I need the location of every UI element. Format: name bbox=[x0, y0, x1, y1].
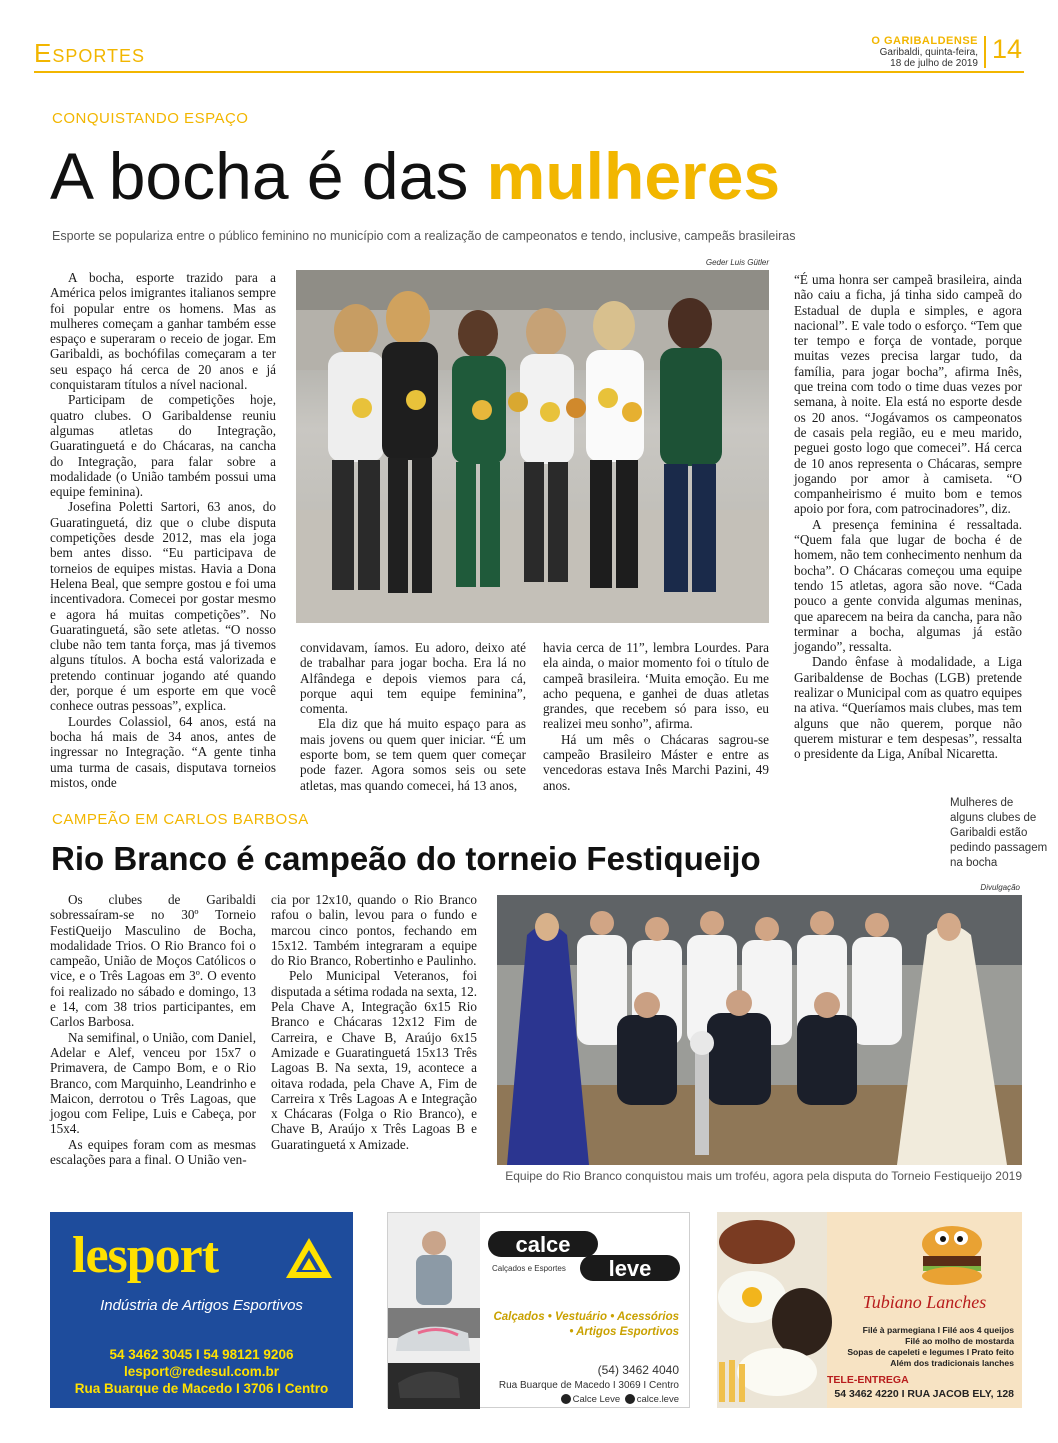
tubiano-brand-name: Tubiano Lanches bbox=[862, 1292, 987, 1312]
page-number-divider bbox=[984, 36, 986, 68]
lesport-phones: 54 3462 3045 I 54 98121 9206 bbox=[109, 1347, 294, 1362]
photo1-caption: Mulheres de alguns clubes de Garibaldi estão pedindo passagem na bocha bbox=[944, 792, 1056, 875]
article2-column-1 bbox=[50, 892, 256, 1167]
paragraph: havia cerca de 11”, lembra Lourdes. Para ela ainda, o maior momento foi o título de campeã brasileira. ‘Muita emoção. Eu me acho pequena, e ganhei de duas atletas grandes, que recebem só para isso, eu realizei meu sonho”, afirma. bbox=[543, 640, 769, 732]
tubiano-food-photo bbox=[717, 1212, 827, 1408]
paragraph: Na semifinal, o União, com Daniel, Adelar e Alef, venceu por 15x7 o Primavera, de Campo Bom, e o Rio Branco, com Marquinho, Leandrinho e Maicon, derrotou o Três Lagoas, que jogou com Felipe, Luis e Cabeça, por 15x4. bbox=[50, 1029, 256, 1137]
header-rule bbox=[34, 71, 1024, 73]
article2-kicker: CAMPEÃO EM CARLOS BARBOSA bbox=[52, 811, 309, 828]
tubiano-contact: 54 3462 4220 I RUA JACOB ELY, 128 bbox=[834, 1388, 1014, 1400]
calce-leve-social bbox=[559, 1394, 679, 1405]
tubiano-menu-line: Além dos tradicionais lanches bbox=[890, 1358, 1014, 1368]
lesport-logo-text: lesport bbox=[72, 1227, 219, 1284]
instagram-handle: calce.leve bbox=[636, 1394, 679, 1405]
section-title: Esportes bbox=[34, 38, 146, 68]
tubiano-menu-line: Filé à parmegiana I Filé aos 4 queijos bbox=[862, 1325, 1014, 1335]
lesport-tagline: Indústria de Artigos Esportivos bbox=[100, 1297, 303, 1314]
paragraph: convidavam, íamos. Eu adoro, deixo até de trabalhar para jogar bocha. Era lá no Alfândega e depois viemos para cá, porque aqui tem equipe feminina”, comenta. bbox=[300, 640, 526, 717]
calce-leve-services-line1: Calçados • Vestuário • Acessórios bbox=[493, 1311, 679, 1323]
paragraph: Há um mês o Chácaras sagrou-se campeão Brasileiro Máster e entre as vencedoras estava Inês Marchi Pazini, 49 anos. bbox=[543, 731, 769, 793]
headline-highlight-word: mulheres bbox=[486, 139, 781, 213]
paragraph: cia por 12x10, quando o Rio Branco rafou o balin, levou para o fundo e marcou cinco pontos, fechando em 15x12. Também integraram a equipe do Rio Branco, Robertinho e Paulinho. bbox=[271, 892, 477, 969]
instagram-icon bbox=[625, 1394, 635, 1404]
paragraph: Pelo Municipal Veteranos, foi disputada a sétima rodada na sexta, 12. Pela Chave A, Integração 6x15 Rio Branco e Chácaras 12x12 Fim de Carreira, e Chave B, Araújo 6x15 Amizade e Guaratinguetá 15x13 Três Lagoas B. Na sexta, 19, acontece a oitava rodada, pela Chave A, Fim de Carreira x Três Lagoas A e Integração x Chácaras (Folga o Rio Branco), e Chave B, Araújo x Três Lagoas B e Guaratinguetá x Amizade. bbox=[271, 968, 477, 1152]
facebook-icon bbox=[561, 1394, 571, 1404]
calce-leve-phone: (54) 3462 4040 bbox=[597, 1363, 679, 1377]
photo2-caption: Equipe do Rio Branco conquistou mais um troféu, agora pela disputa do Torneio Festiqueijo 2019 bbox=[505, 1169, 1022, 1183]
calce-leve-product-photo bbox=[388, 1213, 480, 1409]
tubiano-menu-line: Sopas de capeleti e legumes I Prato feito bbox=[847, 1347, 1014, 1357]
photo1-illustration bbox=[296, 270, 769, 623]
article2-column-2 bbox=[271, 892, 477, 1152]
article1-kicker: CONQUISTANDO ESPAÇO bbox=[52, 110, 249, 127]
calce-leve-address: Rua Buarque de Macedo I 3069 I Centro bbox=[498, 1380, 679, 1391]
calce-logo-word: calce bbox=[515, 1232, 571, 1257]
article1-headline bbox=[50, 136, 780, 216]
page-number: 14 bbox=[991, 34, 1022, 64]
rio-branco-team-photo bbox=[497, 895, 1022, 1165]
paragraph: Dando ênfase à modalidade, a Liga Garibaldense de Bochas (LGB) pretende realizar o Municipal com as quatro equipes na ativa. “Queríamos mais clubes, mas tem alguns que não querem, porque não querem misturar e tem despesas”, ressalta o presidente da Liga, Aníbal Nicaretta. bbox=[794, 654, 1022, 762]
tubiano-delivery-label: TELE-ENTREGA bbox=[827, 1374, 909, 1386]
leve-logo-word: leve bbox=[608, 1256, 652, 1281]
article1-deck: Esporte se populariza entre o público feminino no município com a realização de campeonatos e tendo, inclusive, campeãs brasileiras bbox=[52, 229, 796, 243]
paragraph: Participam de competições hoje, quatro clubes. O Garibaldense reuniu algumas atletas do Integração, Guaratinguetá e do Chácaras, na cancha do Integração, para falar sobre a modalidade (o União também possui uma equipe feminina). bbox=[50, 392, 276, 500]
facebook-handle: Calce Leve bbox=[572, 1394, 621, 1405]
calce-leve-ad bbox=[387, 1212, 690, 1408]
article1-column-4 bbox=[794, 272, 1022, 762]
masthead-info bbox=[871, 36, 978, 69]
lesport-ad bbox=[50, 1212, 353, 1408]
paragraph: Josefina Poletti Sartori, 63 anos, do Guaratinguetá, diz que o clube disputa competições desde 2012, mas ela joga bem antes disso. “Eu participava de torneios de equipes mistas. Havia a Dona Helena Beal, que sempre gostou e foi uma incentivadora. Comecei por gostar mesmo e agora há muitas competições”. No Guaratinguetá, são sete atletas. “O nosso clube não tem tanta força, mas já tivemos alguns títulos. A bocha está valorizada e pretendo continuar jogando até quando der, porque é um esporte em que você conhece outras pessoas”, explica. bbox=[50, 499, 276, 714]
tubiano-lanches-ad bbox=[717, 1212, 1022, 1408]
calce-logo-subtitle: Calçados e Esportes bbox=[492, 1264, 566, 1273]
lesport-address: Rua Buarque de Macedo I 3706 I Centro bbox=[74, 1381, 329, 1396]
calce-leve-logo-icon bbox=[488, 1229, 684, 1285]
article1-column-3 bbox=[543, 640, 769, 793]
photo2-illustration bbox=[497, 895, 1022, 1165]
paragraph: Os clubes de Garibaldi sobressaíram-se no 30º Torneio FestiQueijo Masculino de Bocha, modalidade Trios. O Rio Branco foi o campeão, União de Moços Católicos o vice, e o Três Lagoas em 3º. O evento foi realizado no sábado e domingo, 13 e 14, com 38 trios participantes, em Carlos Barbosa. bbox=[50, 892, 256, 1030]
paragraph: Lourdes Colassiol, 64 anos, está na bocha há mais de 34 anos, antes de ingressar no Integração. “A gente tinha uma turma de casais, disputava torneios mistos, onde bbox=[50, 713, 276, 790]
paragraph: As equipes foram com as mesmas escalações para a final. O União ven- bbox=[50, 1136, 256, 1168]
photo2-credit: Divulgação bbox=[980, 883, 1020, 892]
article2-headline: Rio Branco é campeão do torneio Festiqueijo bbox=[51, 840, 761, 877]
lesport-email: lesport@redesul.com.br bbox=[124, 1364, 279, 1379]
lesport-triangle-logo-icon bbox=[284, 1236, 334, 1280]
paragraph: A presença feminina é ressaltada. “Quem fala que lugar de bocha é de homem, não tem conhecimento nenhum da bocha”. O Chácaras começou uma equipe tendo 15 atletas, agora são nove. “Cada pouco a gente convida algumas meninas, que aparecem na beira da cancha, para não terminar a bocha, algumas já estão jogando”, ressalta. bbox=[794, 516, 1022, 655]
edition-date-line1: Garibaldi, quinta-feira, bbox=[879, 47, 978, 58]
tubiano-menu-line: Filé ao molho de mostarda bbox=[905, 1336, 1014, 1346]
burger-mascot-icon bbox=[917, 1222, 987, 1288]
calce-leve-services-line2: • Artigos Esportivos bbox=[569, 1326, 679, 1338]
paper-name: O GARIBALDENSE bbox=[871, 35, 978, 47]
photo1-credit: Geder Luis Gütler bbox=[705, 258, 769, 267]
article1-column-1 bbox=[50, 270, 276, 790]
edition-date-line2: 18 de julho de 2019 bbox=[890, 58, 978, 69]
headline-plain-part: A bocha é das bbox=[50, 139, 487, 213]
paragraph: Ela diz que há muito espaço para as mais jovens ou quem quer iniciar. “É um esporte bom, se tem quem quer começar pode fazer. Agora somos seis ou sete atletas, mas quando comecei, há 13 anos, bbox=[300, 716, 526, 793]
article1-column-2 bbox=[300, 640, 526, 793]
paragraph: A bocha, esporte trazido para a América pelos imigrantes italianos sempre foi popular entre os homens. Mas as mulheres começam a ganhar também esse espaço e superaram o receio de jogar. Em Garibaldi, as bochófilas começaram a ter seu espaço há cerca de 20 anos e já conquistaram títulos a nível nacional. bbox=[50, 270, 276, 393]
paragraph: “É uma honra ser campeã brasileira, ainda não caiu a ficha, já tinha sido campeã do Estadual de dupla e simples, e agora nacional”. E vale todo o esforço. “Tem que ter tempo e força de vontade, porque muitas vezes precisa largar tudo, da família, para jogar bocha”, afirma Inês, que treina com todo o time duas vezes por semana, à noite. Ela está no esporte desde os 20 anos. “Jogávamos os campeonatos de casais pela região, eu e meu marido, peguei gosto logo que comecei”. Há cerca de 10 anos representa o Chácaras, sempre jogando por amor à camiseta. “O companheirismo é muito bom e temos apoio por fora, com patrocinadores”, diz. bbox=[794, 272, 1022, 517]
